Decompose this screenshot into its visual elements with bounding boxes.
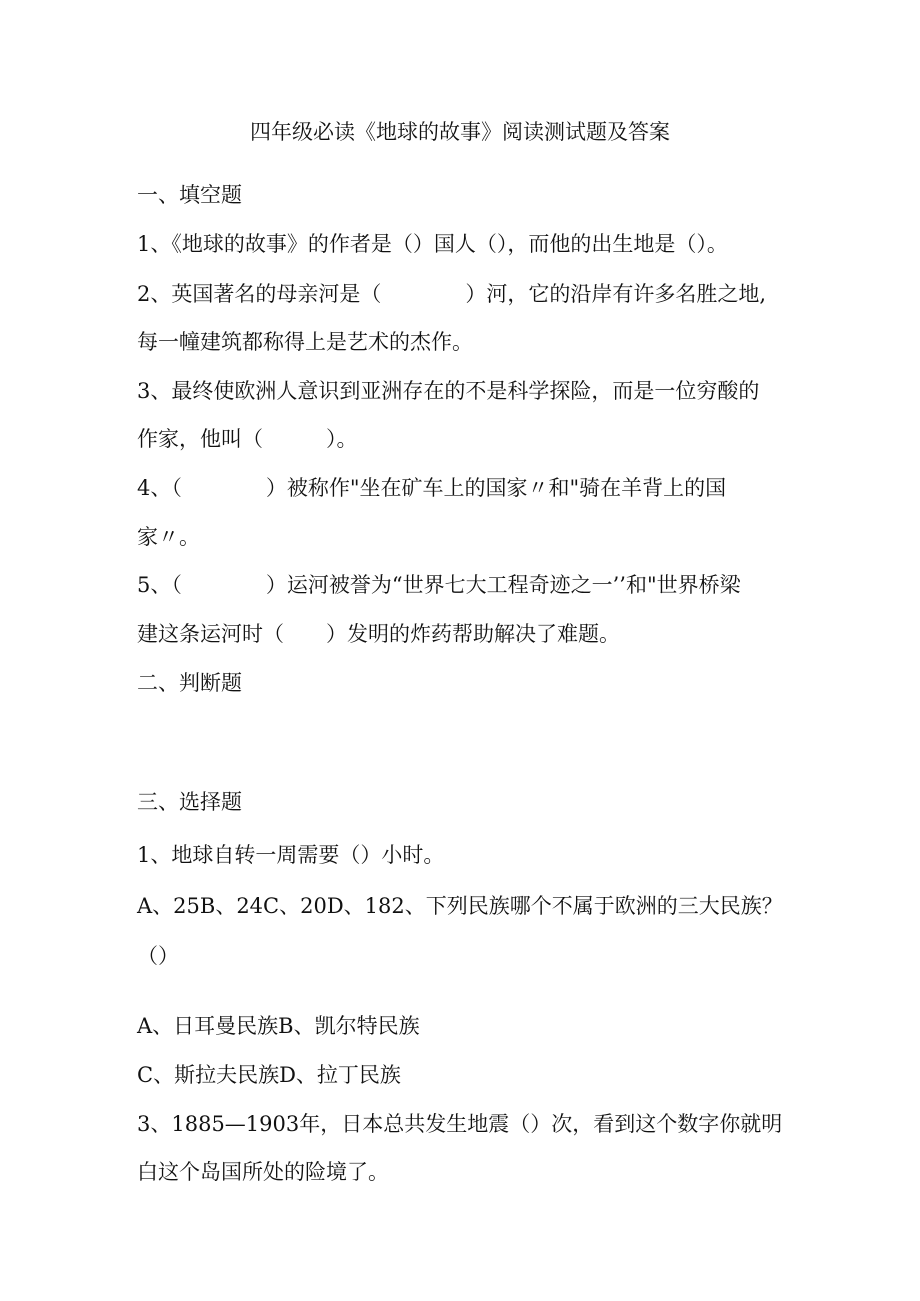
choice-question-1: 1、地球自转一周需要（）小时。 [137,843,445,867]
choice-question-3: 3、1885—1903年，日本总共发生地震（）次，看到这个数字你就明 [137,1112,783,1136]
fill-blank-question-2-cont: 每一幢建筑都称得上是艺术的杰作。 [137,330,473,354]
choice-options-2-ab: A、日耳曼民族B、凯尔特民族 [137,1014,420,1038]
fill-blank-question-5-cont: 建这条运河时（ ）发明的炸药帮助解决了难题。 [137,622,620,646]
choice-options-1-and-question-2: A、25B、24C、20D、182、下列民族哪个不属于欧洲的三大民族？ [137,894,783,918]
fill-blank-question-3-cont: 作家，他叫（ ）。 [137,427,358,451]
choice-options-2-cd: C、斯拉夫民族D、拉丁民族 [137,1063,401,1087]
fill-blank-question-4: 4、（ ）被称作"坐在矿车上的国家〃和"骑在羊背上的国 [137,476,727,500]
section-heading-choice: 三、选择题 [137,790,242,814]
fill-blank-question-2: 2、英国著名的母亲河是（ ）河，它的沿岸有许多名胜之地, [137,282,767,306]
choice-question-2-blank: （） [137,944,179,968]
fill-blank-question-5: 5、（ ）运河被誉为“世界七大工程奇迹之一’’和"世界桥梁 [137,573,741,597]
fill-blank-question-4-cont: 家〃。 [137,525,200,549]
section-heading-fill-blank: 一、填空题 [137,183,242,207]
fill-blank-question-1: 1、《地球的故事》的作者是（）国人（），而他的出生地是（）。 [137,232,728,256]
page-title: 四年级必读《地球的故事》阅读测试题及答案 [250,120,670,144]
section-heading-true-false: 二、判断题 [137,671,242,695]
fill-blank-question-3: 3、最终使欧洲人意识到亚洲存在的不是科学探险，而是一位穷酸的 [137,379,760,403]
choice-question-3-cont: 白这个岛国所处的险境了。 [137,1160,389,1184]
